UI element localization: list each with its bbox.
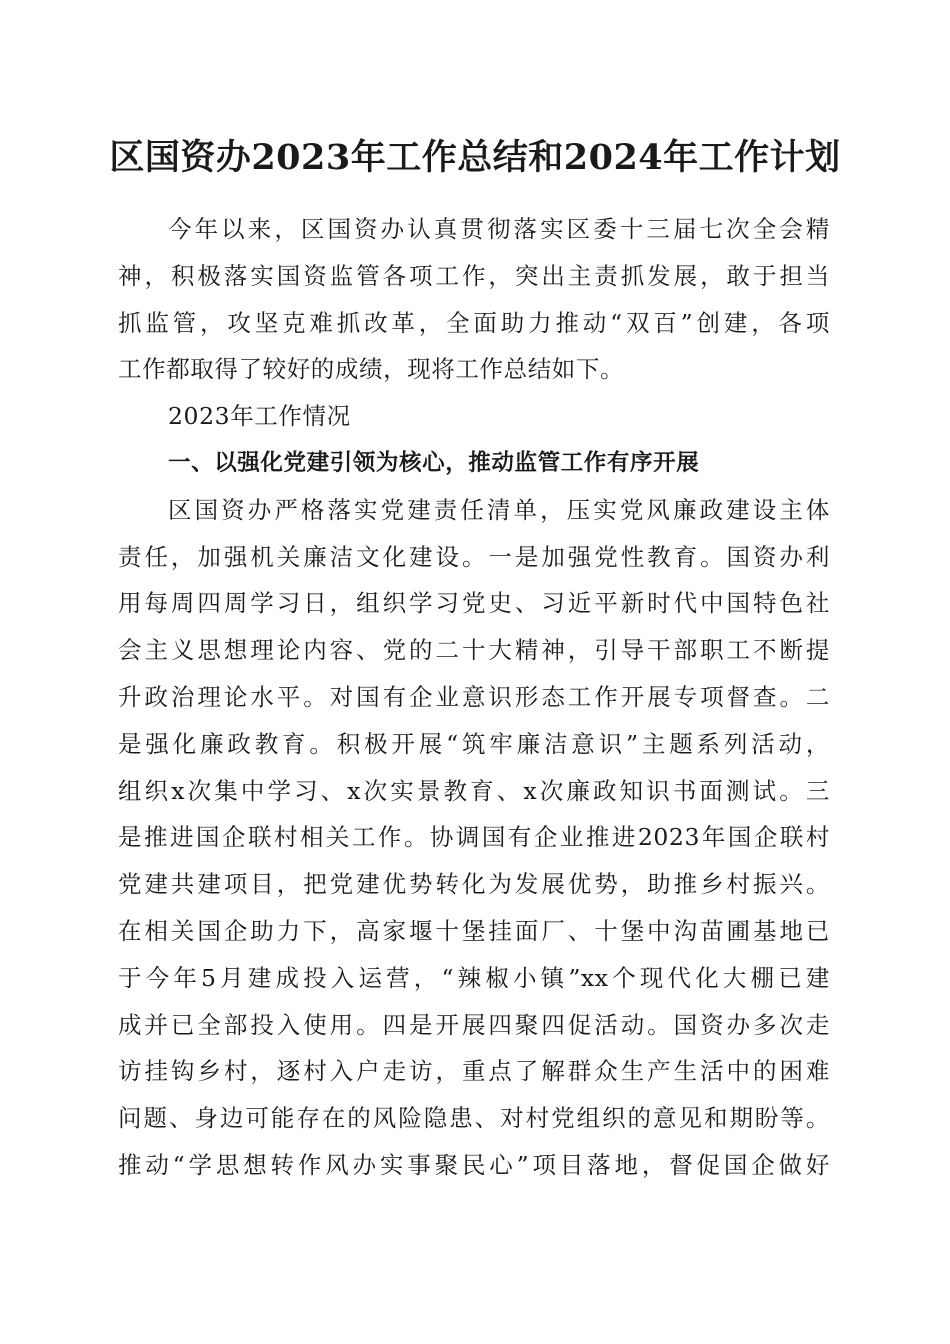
text-line: 用每周四周学习日，组织学习党史、习近平新时代中国特色社 xyxy=(118,589,830,618)
text-line: 在相关国企助力下，高家堰十堡挂面厂、十堡中沟苗圃基地已 xyxy=(118,916,830,945)
text-line: 会主义思想理论内容、党的二十大精神，引导干部职工不断提 xyxy=(118,636,830,665)
section-heading: 一、以强化党建引领为核心，推动监管工作有序开展 xyxy=(168,449,700,476)
text-line: 神，积极落实国资监管各项工作，突出主责抓发展，敢于担当 xyxy=(118,261,830,290)
text-line: 是推进国企联村相关工作。协调国有企业推进2023年国企联村 xyxy=(118,823,830,852)
text-line: 抓监管，攻坚克难抓改革，全面助力推动“双百”创建，各项 xyxy=(118,308,830,337)
text-line: 是强化廉政教育。积极开展“筑牢廉洁意识”主题系列活动， xyxy=(118,729,830,758)
document-title: 区国资办2023年工作总结和2024年工作计划 xyxy=(109,137,841,178)
text-line: 今年以来，区国资办认真贯彻落实区委十三届七次全会精 xyxy=(168,215,830,243)
text-line: 工作都取得了较好的成绩，现将工作总结如下。 xyxy=(118,355,625,384)
text-line: 升政治理论水平。对国有企业意识形态工作开展专项督查。二 xyxy=(118,682,830,711)
document-body xyxy=(118,206,830,1189)
text-line: 党建共建项目，把党建优势转化为发展优势，助推乡村振兴。 xyxy=(118,870,830,899)
text-line: 问题、身边可能存在的风险隐患、对村党组织的意见和期盼等。 xyxy=(118,1104,830,1133)
text-line: 责任，加强机关廉洁文化建设。一是加强党性教育。国资办利 xyxy=(118,542,830,571)
text-line: 推动“学思想转作风办实事聚民心”项目落地，督促国企做好 xyxy=(118,1150,830,1179)
text-line: 成并已全部投入使用。四是开展四聚四促活动。国资办多次走 xyxy=(118,1010,830,1039)
text-line: 区国资办严格落实党建责任清单，压实党风廉政建设主体 xyxy=(168,495,830,524)
text-line: 2023年工作情况 xyxy=(168,402,351,431)
text-line: 于今年5月建成投入运营，“辣椒小镇”xx个现代化大棚已建 xyxy=(118,963,830,992)
text-line: 访挂钩乡村，逐村入户走访，重点了解群众生产生活中的困难 xyxy=(118,1057,830,1086)
text-line: 组织x次集中学习、x次实景教育、x次廉政知识书面测试。三 xyxy=(118,776,830,805)
